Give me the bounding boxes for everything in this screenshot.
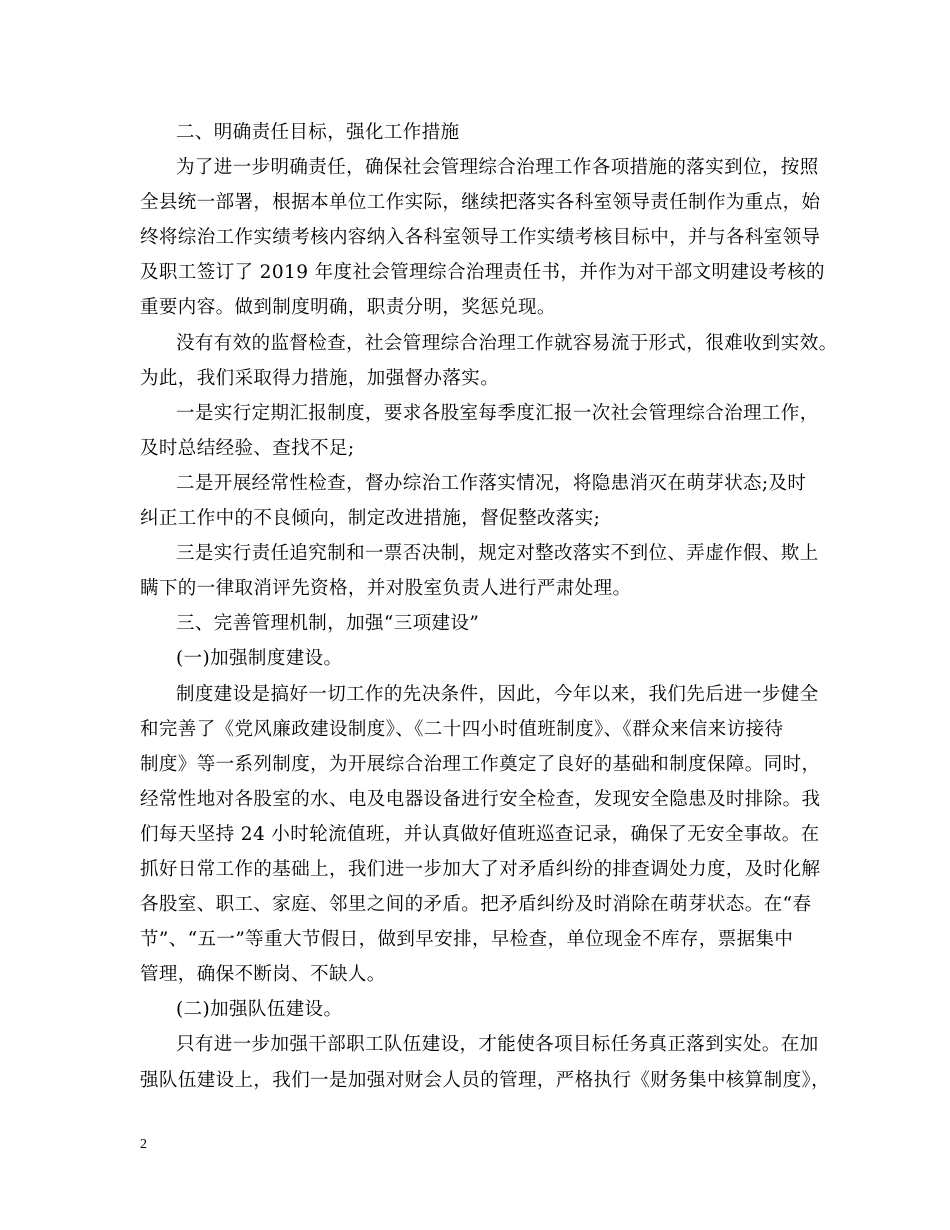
text-line: 抓好日常工作的基础上，我们进一步加大了对矛盾纠纷的排查调处力度，及时化解 xyxy=(140,858,821,880)
text-line: 三、完善管理机制，加强“三项建设” xyxy=(176,613,480,635)
text-line: 各股室、职工、家庭、邻里之间的矛盾。把矛盾纠纷及时消除在萌芽状态。在“春 xyxy=(140,894,812,916)
text-line: (一)加强制度建设。 xyxy=(176,648,343,670)
text-line: 瞒下的一律取消评先资格，并对股室负责人进行严肃处理。 xyxy=(140,578,632,600)
text-line: 二、明确责任目标，强化工作措施 xyxy=(176,122,460,143)
text-line: 一是实行定期汇报制度，要求各股室每季度汇报一次社会管理综合治理工作， xyxy=(176,402,819,424)
text-line: 全县统一部署，根据本单位工作实际，继续把落实各科室领导责任制作为重点，始 xyxy=(140,192,821,214)
text-line: 终将综治工作实绩考核内容纳入各科室领导工作实绩考核目标中，并与各科室领导 xyxy=(140,227,821,249)
text-line: 及职工签订了 2019 年度社会管理综合治理责任书，并作为对干部文明建设考核的 xyxy=(140,262,825,284)
document-body xyxy=(140,115,838,1098)
text-line: 管理，确保不断岗、不缺人。 xyxy=(140,964,386,986)
text-line: 节”、“五一”等重大节假日，做到早安排，早检查，单位现金不库存，票据集中 xyxy=(140,929,794,951)
text-line: (二)加强队伍建设。 xyxy=(176,999,343,1021)
text-line: 和完善了《党风廉政建设制度》、《二十四小时值班制度》、《群众来信来访接待 xyxy=(140,718,784,740)
text-line: 二是开展经常性检查，督办综治工作落实情况，将隐患消灭在萌芽状态;及时 xyxy=(176,472,807,494)
text-line: 经常性地对各股室的水、电及电器设备进行安全检查，发现安全隐患及时排除。我 xyxy=(140,788,821,810)
text-line: 制度》等一系列制度，为开展综合治理工作奠定了良好的基础和制度保障。同时， xyxy=(140,753,821,775)
text-line: 为此，我们采取得力措施，加强督办落实。 xyxy=(140,367,500,389)
text-line: 只有进一步加强干部职工队伍建设，才能使各项目标任务真正落到实处。在加 xyxy=(176,1034,819,1056)
page-number: 2 xyxy=(140,1137,147,1152)
text-line: 强队伍建设上，我们一是加强对财会人员的管理，严格执行《财务集中核算制度》， xyxy=(140,1069,831,1091)
text-line: 没有有效的监督检查，社会管理综合治理工作就容易流于形式，很难收到实效。 xyxy=(176,332,838,354)
text-line: 纠正工作中的不良倾向，制定改进措施，督促整改落实; xyxy=(140,508,601,530)
text-line: 为了进一步明确责任，确保社会管理综合治理工作各项措施的落实到位，按照 xyxy=(176,157,819,179)
text-line: 重要内容。做到制度明确，职责分明，奖惩兑现。 xyxy=(140,297,556,319)
text-line: 们每天坚持 24 小时轮流值班，并认真做好值班巡查记录，确保了无安全事故。在 xyxy=(140,823,820,845)
text-line: 制度建设是搞好一切工作的先决条件，因此，今年以来，我们先后进一步健全 xyxy=(176,683,819,705)
text-line: 三是实行责任追究制和一票否决制，规定对整改落实不到位、弄虚作假、欺上 xyxy=(176,543,819,565)
text-line: 及时总结经验、查找不足; xyxy=(140,437,355,459)
